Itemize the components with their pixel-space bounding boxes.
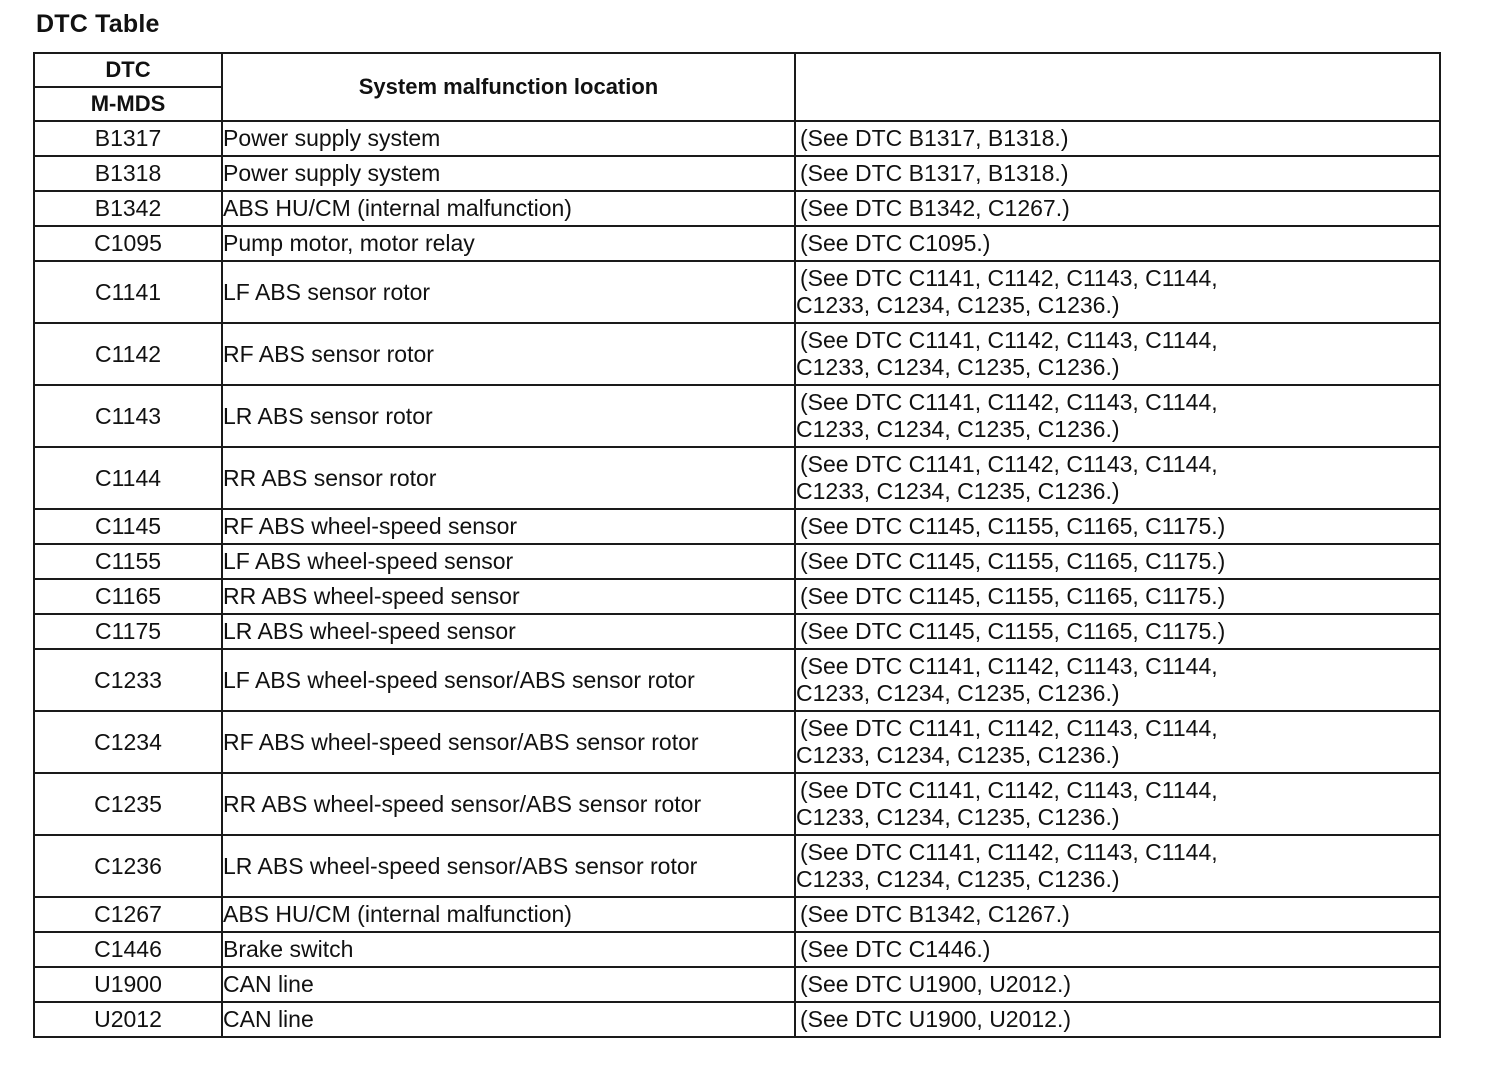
table-row xyxy=(34,226,1440,261)
malfunction-location: RR ABS wheel-speed sensor/ABS sensor rotor xyxy=(222,773,795,835)
dtc-code: C1267 xyxy=(34,897,222,932)
dtc-code: C1095 xyxy=(34,226,222,261)
dtc-reference xyxy=(795,226,1440,261)
header-reference xyxy=(795,53,1440,121)
table-row xyxy=(34,897,1440,932)
malfunction-location: LR ABS wheel-speed sensor/ABS sensor rotor xyxy=(222,835,795,897)
dtc-code: C1233 xyxy=(34,649,222,711)
dtc-code: C1235 xyxy=(34,773,222,835)
reference-line: (See DTC C1141, C1142, C1143, C1144, xyxy=(800,653,1218,679)
dtc-reference xyxy=(795,897,1440,932)
reference-line: (See DTC C1145, C1155, C1165, C1175.) xyxy=(800,583,1226,609)
header-location: System malfunction location xyxy=(222,53,795,121)
table-row xyxy=(34,773,1440,835)
dtc-reference xyxy=(795,614,1440,649)
dtc-reference xyxy=(795,191,1440,226)
dtc-reference xyxy=(795,121,1440,156)
reference-line: (See DTC C1145, C1155, C1165, C1175.) xyxy=(800,618,1226,644)
reference-line: C1233, C1234, C1235, C1236.) xyxy=(796,804,1120,830)
dtc-code: C1143 xyxy=(34,385,222,447)
dtc-reference xyxy=(795,773,1440,835)
table-body xyxy=(34,121,1440,1037)
dtc-reference xyxy=(795,385,1440,447)
table-row xyxy=(34,835,1440,897)
table-row xyxy=(34,967,1440,1002)
table-row xyxy=(34,447,1440,509)
reference-line: C1233, C1234, C1235, C1236.) xyxy=(796,416,1120,442)
dtc-reference xyxy=(795,323,1440,385)
dtc-reference xyxy=(795,509,1440,544)
malfunction-location: LF ABS sensor rotor xyxy=(222,261,795,323)
table-row xyxy=(34,156,1440,191)
table-row xyxy=(34,121,1440,156)
dtc-reference xyxy=(795,967,1440,1002)
malfunction-location: ABS HU/CM (internal malfunction) xyxy=(222,897,795,932)
malfunction-location: Brake switch xyxy=(222,932,795,967)
malfunction-location: LR ABS wheel-speed sensor xyxy=(222,614,795,649)
table-row xyxy=(34,579,1440,614)
reference-line: (See DTC C1141, C1142, C1143, C1144, xyxy=(800,777,1218,803)
dtc-code: C1144 xyxy=(34,447,222,509)
dtc-code: C1165 xyxy=(34,579,222,614)
dtc-code: C1175 xyxy=(34,614,222,649)
dtc-table xyxy=(33,52,1441,1038)
reference-line: (See DTC C1141, C1142, C1143, C1144, xyxy=(800,715,1218,741)
table-row xyxy=(34,614,1440,649)
malfunction-location: RF ABS wheel-speed sensor xyxy=(222,509,795,544)
malfunction-location: Pump motor, motor relay xyxy=(222,226,795,261)
dtc-code: C1236 xyxy=(34,835,222,897)
reference-line: C1233, C1234, C1235, C1236.) xyxy=(796,478,1120,504)
table-row xyxy=(34,544,1440,579)
dtc-reference xyxy=(795,447,1440,509)
malfunction-location: Power supply system xyxy=(222,121,795,156)
malfunction-location: RR ABS sensor rotor xyxy=(222,447,795,509)
table-row xyxy=(34,1002,1440,1037)
reference-line: (See DTC B1342, C1267.) xyxy=(800,901,1070,927)
header-mmds: M-MDS xyxy=(34,87,222,121)
dtc-code: U1900 xyxy=(34,967,222,1002)
dtc-reference xyxy=(795,544,1440,579)
dtc-code: B1318 xyxy=(34,156,222,191)
reference-line: (See DTC U1900, U2012.) xyxy=(800,971,1072,997)
dtc-reference xyxy=(795,835,1440,897)
reference-line: (See DTC C1145, C1155, C1165, C1175.) xyxy=(800,513,1226,539)
dtc-code: C1145 xyxy=(34,509,222,544)
malfunction-location: LR ABS sensor rotor xyxy=(222,385,795,447)
reference-line: (See DTC C1095.) xyxy=(800,230,991,256)
reference-line: C1233, C1234, C1235, C1236.) xyxy=(796,866,1120,892)
malfunction-location: Power supply system xyxy=(222,156,795,191)
malfunction-location: ABS HU/CM (internal malfunction) xyxy=(222,191,795,226)
malfunction-location: RF ABS wheel-speed sensor/ABS sensor rotor xyxy=(222,711,795,773)
dtc-code: C1142 xyxy=(34,323,222,385)
malfunction-location: CAN line xyxy=(222,967,795,1002)
reference-line: C1233, C1234, C1235, C1236.) xyxy=(796,354,1120,380)
dtc-code: C1155 xyxy=(34,544,222,579)
reference-line: C1233, C1234, C1235, C1236.) xyxy=(796,742,1120,768)
dtc-reference xyxy=(795,649,1440,711)
page-title: DTC Table xyxy=(36,10,160,38)
dtc-code: C1141 xyxy=(34,261,222,323)
malfunction-location: LF ABS wheel-speed sensor xyxy=(222,544,795,579)
table-row xyxy=(34,509,1440,544)
dtc-code: C1446 xyxy=(34,932,222,967)
reference-line: (See DTC C1141, C1142, C1143, C1144, xyxy=(800,389,1218,415)
dtc-code: B1317 xyxy=(34,121,222,156)
reference-line: (See DTC B1317, B1318.) xyxy=(800,125,1069,151)
reference-line: (See DTC B1342, C1267.) xyxy=(800,195,1070,221)
malfunction-location: LF ABS wheel-speed sensor/ABS sensor rotor xyxy=(222,649,795,711)
reference-line: (See DTC C1141, C1142, C1143, C1144, xyxy=(800,451,1218,477)
reference-line: (See DTC U1900, U2012.) xyxy=(800,1006,1072,1032)
dtc-reference xyxy=(795,711,1440,773)
table-row xyxy=(34,385,1440,447)
dtc-reference xyxy=(795,261,1440,323)
reference-line: (See DTC C1141, C1142, C1143, C1144, xyxy=(800,265,1218,291)
table-row xyxy=(34,323,1440,385)
header-dtc: DTC xyxy=(34,53,222,87)
malfunction-location: RF ABS sensor rotor xyxy=(222,323,795,385)
table-header xyxy=(34,53,1440,121)
reference-line: (See DTC C1141, C1142, C1143, C1144, xyxy=(800,839,1218,865)
dtc-reference xyxy=(795,579,1440,614)
table-row xyxy=(34,932,1440,967)
dtc-code: B1342 xyxy=(34,191,222,226)
dtc-code: C1234 xyxy=(34,711,222,773)
reference-line: (See DTC C1141, C1142, C1143, C1144, xyxy=(800,327,1218,353)
reference-line: (See DTC B1317, B1318.) xyxy=(800,160,1069,186)
dtc-reference xyxy=(795,1002,1440,1037)
malfunction-location: RR ABS wheel-speed sensor xyxy=(222,579,795,614)
table-row xyxy=(34,711,1440,773)
table-row xyxy=(34,261,1440,323)
table-row xyxy=(34,191,1440,226)
dtc-code: U2012 xyxy=(34,1002,222,1037)
reference-line: C1233, C1234, C1235, C1236.) xyxy=(796,680,1120,706)
dtc-reference xyxy=(795,156,1440,191)
malfunction-location: CAN line xyxy=(222,1002,795,1037)
reference-line: (See DTC C1446.) xyxy=(800,936,991,962)
reference-line: (See DTC C1145, C1155, C1165, C1175.) xyxy=(800,548,1226,574)
table-row xyxy=(34,649,1440,711)
dtc-reference xyxy=(795,932,1440,967)
reference-line: C1233, C1234, C1235, C1236.) xyxy=(796,292,1120,318)
